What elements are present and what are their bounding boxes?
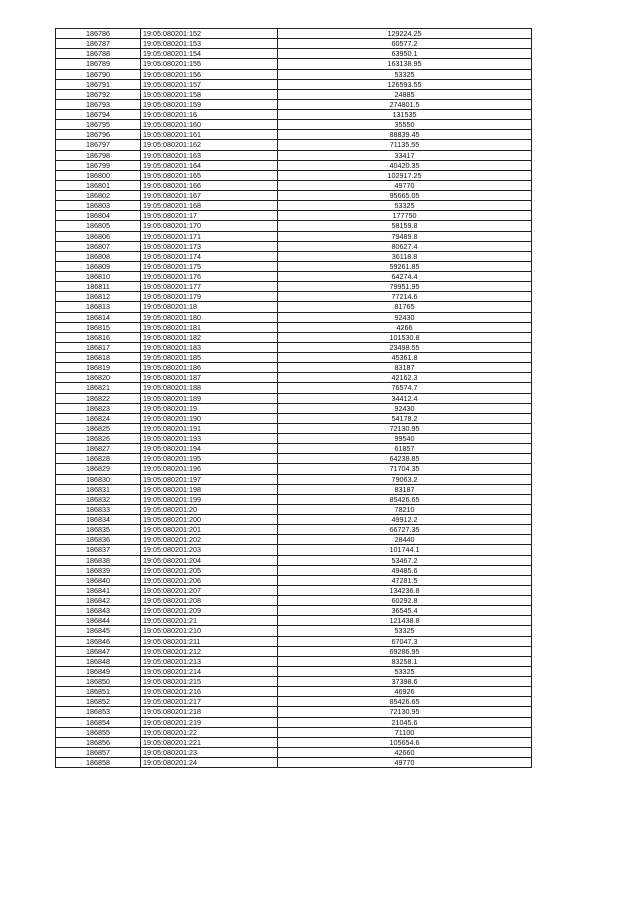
table-row	[56, 606, 532, 616]
table-row	[56, 727, 532, 737]
cadastral-number-cell: 19:05:080201:161	[141, 130, 278, 140]
cadastral-number-cell: 19:05:080201:217	[141, 697, 278, 707]
amount-cell: 134236.8	[278, 585, 532, 595]
record-id-cell: 186851	[56, 687, 141, 697]
record-id-cell: 186843	[56, 606, 141, 616]
table-row	[56, 211, 532, 221]
table-row	[56, 677, 532, 687]
cadastral-number-cell: 19:05:080201:177	[141, 282, 278, 292]
table-row	[56, 140, 532, 150]
amount-cell: 72130.95	[278, 423, 532, 433]
table-row	[56, 342, 532, 352]
cadastral-number-cell: 19:05:080201:159	[141, 99, 278, 109]
table-row	[56, 747, 532, 757]
amount-cell: 45361.8	[278, 353, 532, 363]
table-row	[56, 434, 532, 444]
cadastral-number-cell: 19:05:080201:16	[141, 110, 278, 120]
cadastral-number-cell: 19:05:080201:157	[141, 79, 278, 89]
cadastral-number-cell: 19:05:080201:20	[141, 504, 278, 514]
cadastral-number-cell: 19:05:080201:215	[141, 677, 278, 687]
amount-cell: 81765	[278, 302, 532, 312]
amount-cell: 85426.65	[278, 697, 532, 707]
amount-cell: 163138.95	[278, 59, 532, 69]
table-row	[56, 363, 532, 373]
record-id-cell: 186802	[56, 191, 141, 201]
record-id-cell: 186853	[56, 707, 141, 717]
record-id-cell: 186817	[56, 342, 141, 352]
cadastral-number-cell: 19:05:080201:17	[141, 211, 278, 221]
table-row	[56, 39, 532, 49]
record-id-cell: 186796	[56, 130, 141, 140]
cadastral-number-cell: 19:05:080201:180	[141, 312, 278, 322]
record-id-cell: 186794	[56, 110, 141, 120]
amount-cell: 49912.2	[278, 515, 532, 525]
record-id-cell: 186806	[56, 231, 141, 241]
amount-cell: 76574.7	[278, 383, 532, 393]
table-row	[56, 717, 532, 727]
table-row	[56, 707, 532, 717]
cadastral-number-cell: 19:05:080201:212	[141, 646, 278, 656]
record-id-cell: 186826	[56, 434, 141, 444]
cadastral-number-cell: 19:05:080201:156	[141, 69, 278, 79]
table-row	[56, 160, 532, 170]
cadastral-number-cell: 19:05:080201:181	[141, 322, 278, 332]
record-id-cell: 186842	[56, 596, 141, 606]
cadastral-number-cell: 19:05:080201:21	[141, 616, 278, 626]
amount-cell: 71135.55	[278, 140, 532, 150]
amount-cell: 66727.35	[278, 525, 532, 535]
table-row	[56, 29, 532, 39]
cadastral-number-cell: 19:05:080201:190	[141, 413, 278, 423]
table-row	[56, 423, 532, 433]
cadastral-number-cell: 19:05:080201:155	[141, 59, 278, 69]
record-id-cell: 186839	[56, 565, 141, 575]
amount-cell: 60577.2	[278, 39, 532, 49]
record-id-cell: 186828	[56, 454, 141, 464]
table-row	[56, 464, 532, 474]
cadastral-number-cell: 19:05:080201:182	[141, 332, 278, 342]
amount-cell: 49770	[278, 758, 532, 768]
table-row	[56, 110, 532, 120]
amount-cell: 101744.1	[278, 545, 532, 555]
table-row	[56, 282, 532, 292]
cadastral-number-cell: 19:05:080201:152	[141, 29, 278, 39]
record-id-cell: 186795	[56, 120, 141, 130]
cadastral-number-cell: 19:05:080201:19	[141, 403, 278, 413]
table-row	[56, 120, 532, 130]
table-row	[56, 494, 532, 504]
cadastral-number-cell: 19:05:080201:18	[141, 302, 278, 312]
table-row	[56, 312, 532, 322]
amount-cell: 121438.8	[278, 616, 532, 626]
table-row	[56, 170, 532, 180]
record-id-cell: 186845	[56, 626, 141, 636]
record-id-cell: 186792	[56, 89, 141, 99]
table-row	[56, 646, 532, 656]
table-row	[56, 49, 532, 59]
amount-cell: 131535	[278, 110, 532, 120]
record-id-cell: 186854	[56, 717, 141, 727]
table-row	[56, 130, 532, 140]
record-id-cell: 186838	[56, 555, 141, 565]
amount-cell: 53467.2	[278, 555, 532, 565]
amount-cell: 92430	[278, 312, 532, 322]
cadastral-number-cell: 19:05:080201:198	[141, 484, 278, 494]
cadastral-number-cell: 19:05:080201:176	[141, 272, 278, 282]
record-id-cell: 186819	[56, 363, 141, 373]
record-id-cell: 186803	[56, 201, 141, 211]
record-id-cell: 186813	[56, 302, 141, 312]
amount-cell: 36545.4	[278, 606, 532, 616]
cadastral-number-cell: 19:05:080201:158	[141, 89, 278, 99]
cadastral-number-cell: 19:05:080201:186	[141, 363, 278, 373]
cadastral-number-cell: 19:05:080201:199	[141, 494, 278, 504]
amount-cell: 42162.3	[278, 373, 532, 383]
amount-cell: 67047.3	[278, 636, 532, 646]
parcel-table	[55, 28, 532, 768]
table-row	[56, 545, 532, 555]
record-id-cell: 186816	[56, 332, 141, 342]
record-id-cell: 186822	[56, 393, 141, 403]
record-id-cell: 186848	[56, 656, 141, 666]
amount-cell: 37398.6	[278, 677, 532, 687]
record-id-cell: 186810	[56, 272, 141, 282]
cadastral-number-cell: 19:05:080201:162	[141, 140, 278, 150]
record-id-cell: 186846	[56, 636, 141, 646]
record-id-cell: 186815	[56, 322, 141, 332]
amount-cell: 49485.6	[278, 565, 532, 575]
amount-cell: 79951.95	[278, 282, 532, 292]
cadastral-number-cell: 19:05:080201:163	[141, 150, 278, 160]
record-id-cell: 186837	[56, 545, 141, 555]
amount-cell: 79489.8	[278, 231, 532, 241]
record-id-cell: 186831	[56, 484, 141, 494]
cadastral-number-cell: 19:05:080201:194	[141, 444, 278, 454]
amount-cell: 54178.2	[278, 413, 532, 423]
table-row	[56, 150, 532, 160]
cadastral-number-cell: 19:05:080201:164	[141, 160, 278, 170]
record-id-cell: 186805	[56, 221, 141, 231]
table-row	[56, 737, 532, 747]
table-row	[56, 484, 532, 494]
table-row	[56, 241, 532, 251]
table-row	[56, 292, 532, 302]
record-id-cell: 186799	[56, 160, 141, 170]
amount-cell: 46926	[278, 687, 532, 697]
record-id-cell: 186830	[56, 474, 141, 484]
record-id-cell: 186801	[56, 180, 141, 190]
cadastral-number-cell: 19:05:080201:188	[141, 383, 278, 393]
cadastral-number-cell: 19:05:080201:195	[141, 454, 278, 464]
record-id-cell: 186786	[56, 29, 141, 39]
record-id-cell: 186798	[56, 150, 141, 160]
amount-cell: 71100	[278, 727, 532, 737]
amount-cell: 64238.85	[278, 454, 532, 464]
amount-cell: 83187	[278, 484, 532, 494]
cadastral-number-cell: 19:05:080201:196	[141, 464, 278, 474]
cadastral-number-cell: 19:05:080201:202	[141, 535, 278, 545]
table-row	[56, 758, 532, 768]
record-id-cell: 186850	[56, 677, 141, 687]
amount-cell: 58159.8	[278, 221, 532, 231]
cadastral-number-cell: 19:05:080201:175	[141, 261, 278, 271]
record-id-cell: 186787	[56, 39, 141, 49]
table-row	[56, 353, 532, 363]
amount-cell: 105654.6	[278, 737, 532, 747]
cadastral-number-cell: 19:05:080201:171	[141, 231, 278, 241]
record-id-cell: 186820	[56, 373, 141, 383]
record-id-cell: 186833	[56, 504, 141, 514]
cadastral-number-cell: 19:05:080201:174	[141, 251, 278, 261]
record-id-cell: 186800	[56, 170, 141, 180]
amount-cell: 35550	[278, 120, 532, 130]
cadastral-number-cell: 19:05:080201:185	[141, 353, 278, 363]
table-row	[56, 636, 532, 646]
amount-cell: 21045.6	[278, 717, 532, 727]
amount-cell: 92430	[278, 403, 532, 413]
amount-cell: 28440	[278, 535, 532, 545]
table-row	[56, 656, 532, 666]
cadastral-number-cell: 19:05:080201:200	[141, 515, 278, 525]
amount-cell: 83258.1	[278, 656, 532, 666]
record-id-cell: 186808	[56, 251, 141, 261]
cadastral-number-cell: 19:05:080201:213	[141, 656, 278, 666]
table-row	[56, 322, 532, 332]
table-row	[56, 332, 532, 342]
record-id-cell: 186804	[56, 211, 141, 221]
amount-cell: 83187	[278, 363, 532, 373]
record-id-cell: 186835	[56, 525, 141, 535]
record-id-cell: 186855	[56, 727, 141, 737]
record-id-cell: 186812	[56, 292, 141, 302]
amount-cell: 95665.05	[278, 191, 532, 201]
amount-cell: 24885	[278, 89, 532, 99]
amount-cell: 49770	[278, 180, 532, 190]
cadastral-number-cell: 19:05:080201:221	[141, 737, 278, 747]
table-row	[56, 565, 532, 575]
cadastral-number-cell: 19:05:080201:203	[141, 545, 278, 555]
table-row	[56, 616, 532, 626]
cadastral-number-cell: 19:05:080201:154	[141, 49, 278, 59]
table-row	[56, 585, 532, 595]
amount-cell: 34412.4	[278, 393, 532, 403]
amount-cell: 53325	[278, 201, 532, 211]
table-row	[56, 515, 532, 525]
table-row	[56, 69, 532, 79]
cadastral-number-cell: 19:05:080201:218	[141, 707, 278, 717]
amount-cell: 53325	[278, 666, 532, 676]
cadastral-number-cell: 19:05:080201:165	[141, 170, 278, 180]
table-row	[56, 596, 532, 606]
amount-cell: 47281.5	[278, 575, 532, 585]
cadastral-number-cell: 19:05:080201:166	[141, 180, 278, 190]
cadastral-number-cell: 19:05:080201:210	[141, 626, 278, 636]
amount-cell: 102917.25	[278, 170, 532, 180]
amount-cell: 36118.8	[278, 251, 532, 261]
cadastral-number-cell: 19:05:080201:214	[141, 666, 278, 676]
record-id-cell: 186834	[56, 515, 141, 525]
table-row	[56, 251, 532, 261]
amount-cell: 72130.95	[278, 707, 532, 717]
record-id-cell: 186852	[56, 697, 141, 707]
record-id-cell: 186840	[56, 575, 141, 585]
record-id-cell: 186844	[56, 616, 141, 626]
table-row	[56, 272, 532, 282]
table-row	[56, 221, 532, 231]
amount-cell: 64274.4	[278, 272, 532, 282]
cadastral-number-cell: 19:05:080201:153	[141, 39, 278, 49]
amount-cell: 33417	[278, 150, 532, 160]
record-id-cell: 186821	[56, 383, 141, 393]
amount-cell: 53325	[278, 69, 532, 79]
record-id-cell: 186849	[56, 666, 141, 676]
amount-cell: 61857	[278, 444, 532, 454]
cadastral-number-cell: 19:05:080201:208	[141, 596, 278, 606]
amount-cell: 40420.35	[278, 160, 532, 170]
record-id-cell: 186807	[56, 241, 141, 251]
record-id-cell: 186814	[56, 312, 141, 322]
amount-cell: 79063.2	[278, 474, 532, 484]
amount-cell: 101530.8	[278, 332, 532, 342]
table-row	[56, 201, 532, 211]
record-id-cell: 186823	[56, 403, 141, 413]
record-id-cell: 186789	[56, 59, 141, 69]
table-row	[56, 373, 532, 383]
table-row	[56, 504, 532, 514]
amount-cell: 69286.95	[278, 646, 532, 656]
amount-cell: 53325	[278, 626, 532, 636]
table-row	[56, 444, 532, 454]
table-row	[56, 413, 532, 423]
amount-cell: 88839.45	[278, 130, 532, 140]
table-row	[56, 191, 532, 201]
table-row	[56, 575, 532, 585]
cadastral-number-cell: 19:05:080201:22	[141, 727, 278, 737]
table-row	[56, 666, 532, 676]
cadastral-number-cell: 19:05:080201:167	[141, 191, 278, 201]
amount-cell: 63950.1	[278, 49, 532, 59]
table-row	[56, 697, 532, 707]
record-id-cell: 186832	[56, 494, 141, 504]
record-id-cell: 186791	[56, 79, 141, 89]
cadastral-number-cell: 19:05:080201:191	[141, 423, 278, 433]
amount-cell: 59261.85	[278, 261, 532, 271]
table-row	[56, 302, 532, 312]
record-id-cell: 186788	[56, 49, 141, 59]
cadastral-number-cell: 19:05:080201:168	[141, 201, 278, 211]
table-row	[56, 79, 532, 89]
cadastral-number-cell: 19:05:080201:187	[141, 373, 278, 383]
cadastral-number-cell: 19:05:080201:23	[141, 747, 278, 757]
record-id-cell: 186841	[56, 585, 141, 595]
cadastral-number-cell: 19:05:080201:193	[141, 434, 278, 444]
record-id-cell: 186847	[56, 646, 141, 656]
record-id-cell: 186827	[56, 444, 141, 454]
cadastral-number-cell: 19:05:080201:189	[141, 393, 278, 403]
amount-cell: 42660	[278, 747, 532, 757]
amount-cell: 85426.65	[278, 494, 532, 504]
amount-cell: 78210	[278, 504, 532, 514]
table-row	[56, 59, 532, 69]
cadastral-number-cell: 19:05:080201:173	[141, 241, 278, 251]
cadastral-number-cell: 19:05:080201:209	[141, 606, 278, 616]
cadastral-number-cell: 19:05:080201:170	[141, 221, 278, 231]
table-row	[56, 403, 532, 413]
amount-cell: 23498.55	[278, 342, 532, 352]
cadastral-number-cell: 19:05:080201:24	[141, 758, 278, 768]
cadastral-number-cell: 19:05:080201:219	[141, 717, 278, 727]
cadastral-number-cell: 19:05:080201:205	[141, 565, 278, 575]
table-row	[56, 231, 532, 241]
cadastral-number-cell: 19:05:080201:216	[141, 687, 278, 697]
record-id-cell: 186856	[56, 737, 141, 747]
cadastral-number-cell: 19:05:080201:201	[141, 525, 278, 535]
record-id-cell: 186836	[56, 535, 141, 545]
table-row	[56, 89, 532, 99]
amount-cell: 4266	[278, 322, 532, 332]
record-id-cell: 186818	[56, 353, 141, 363]
table-row	[56, 99, 532, 109]
table-row	[56, 261, 532, 271]
record-id-cell: 186824	[56, 413, 141, 423]
record-id-cell: 186858	[56, 758, 141, 768]
table-row	[56, 535, 532, 545]
record-id-cell: 186809	[56, 261, 141, 271]
table-row	[56, 555, 532, 565]
amount-cell: 99540	[278, 434, 532, 444]
record-id-cell: 186811	[56, 282, 141, 292]
table-row	[56, 626, 532, 636]
table-row	[56, 687, 532, 697]
amount-cell: 60292.8	[278, 596, 532, 606]
table-row	[56, 474, 532, 484]
record-id-cell: 186829	[56, 464, 141, 474]
cadastral-number-cell: 19:05:080201:183	[141, 342, 278, 352]
amount-cell: 77214.6	[278, 292, 532, 302]
record-id-cell: 186793	[56, 99, 141, 109]
table-row	[56, 525, 532, 535]
table-row	[56, 454, 532, 464]
cadastral-number-cell: 19:05:080201:211	[141, 636, 278, 646]
amount-cell: 71704.35	[278, 464, 532, 474]
amount-cell: 126593.55	[278, 79, 532, 89]
cadastral-number-cell: 19:05:080201:207	[141, 585, 278, 595]
cadastral-number-cell: 19:05:080201:197	[141, 474, 278, 484]
table-row	[56, 393, 532, 403]
amount-cell: 80627.4	[278, 241, 532, 251]
table-body	[56, 29, 532, 768]
cadastral-number-cell: 19:05:080201:204	[141, 555, 278, 565]
cadastral-number-cell: 19:05:080201:179	[141, 292, 278, 302]
record-id-cell: 186825	[56, 423, 141, 433]
table-row	[56, 180, 532, 190]
record-id-cell: 186857	[56, 747, 141, 757]
amount-cell: 177750	[278, 211, 532, 221]
record-id-cell: 186790	[56, 69, 141, 79]
cadastral-number-cell: 19:05:080201:206	[141, 575, 278, 585]
table-row	[56, 383, 532, 393]
amount-cell: 129224.25	[278, 29, 532, 39]
cadastral-number-cell: 19:05:080201:160	[141, 120, 278, 130]
amount-cell: 274801.5	[278, 99, 532, 109]
record-id-cell: 186797	[56, 140, 141, 150]
